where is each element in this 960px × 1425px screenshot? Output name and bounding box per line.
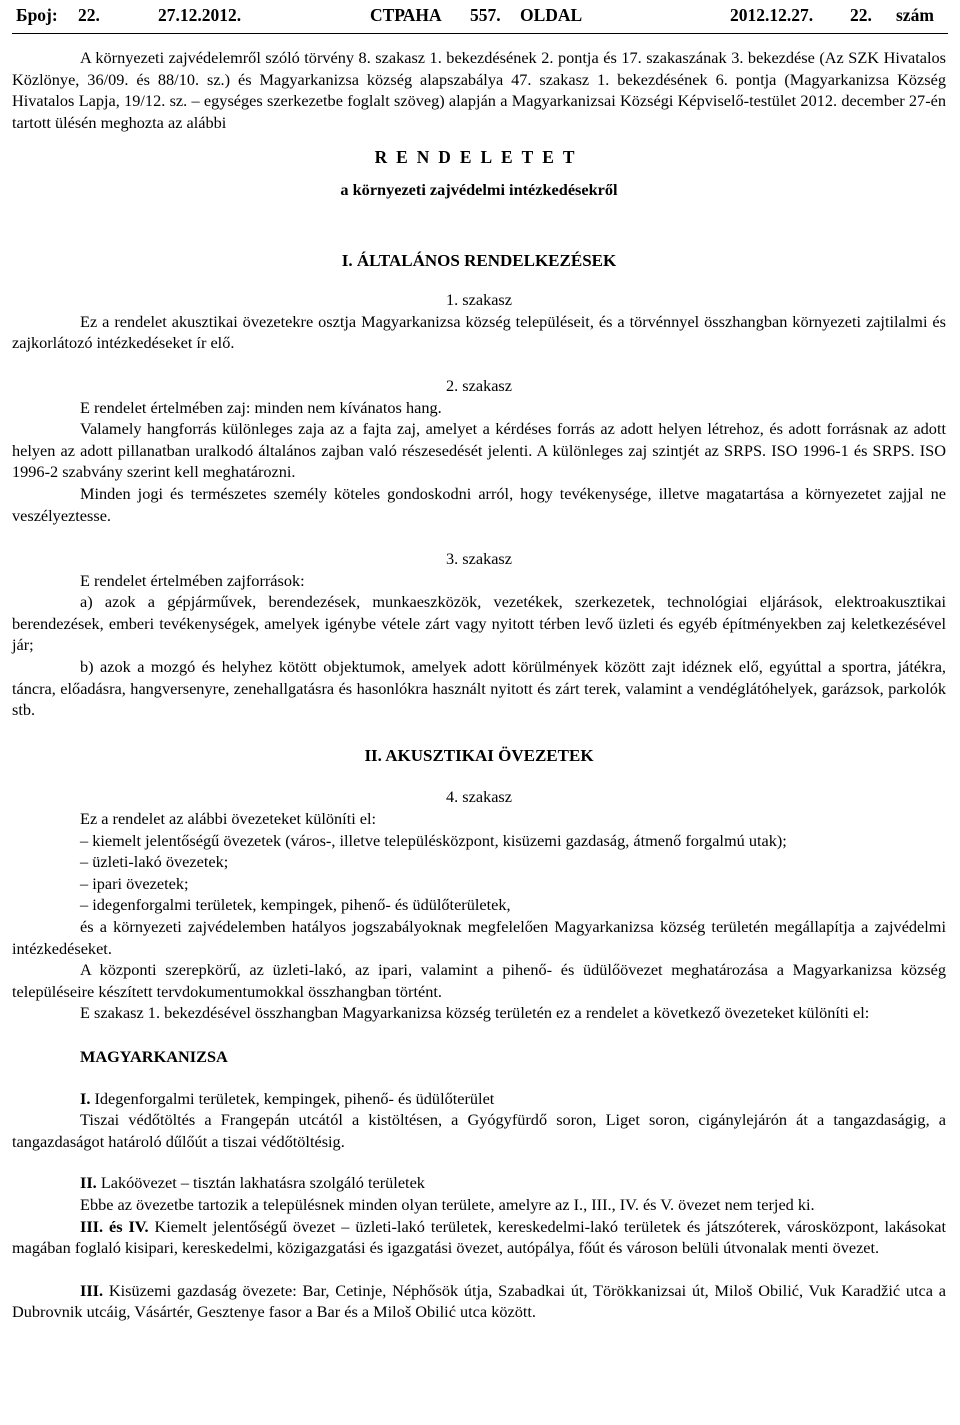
zone-1-title: Idegenforgalmi területek, kempingek, pihenő- és üdülőterület [90, 1088, 495, 1108]
town-heading: MAGYARKANIZSA [80, 1046, 228, 1066]
header-issue-no-hu: 22. [850, 5, 872, 25]
zone-1-heading [12, 1088, 946, 1110]
header-date-sr: 27.12.2012. [158, 5, 242, 25]
zone-3-4-text [12, 1216, 946, 1259]
zone-1-label: I. [80, 1088, 91, 1108]
header-divider [12, 33, 948, 34]
header-issue-label-sr: Број: [16, 5, 58, 25]
article-2-title: 2. szakasz [446, 375, 512, 395]
zone-1-text: Tiszai védőtöltés a Frangepán utcától a kistöltésen, a Gyógyfürdő soron, Liget soron, cigánylejárón át a tangazdaságig, a tangazdaságot határoló dűlőút a tiszai védőtöltésig. [12, 1110, 946, 1151]
zone-3-small-business-text [12, 1280, 946, 1323]
document-body [12, 47, 946, 1323]
zone-2-label: II. [80, 1173, 97, 1193]
article-4-paragraph: E szakasz 1. bekezdésével összhangban Magyarkanizsa község területén ez a rendelet a következő övezeteket különíti el: [80, 1003, 870, 1023]
zone-3-label: III. [80, 1280, 104, 1300]
header-issue-no-sr: 22. [78, 5, 100, 25]
section-1-title: I. ÁLTALÁNOS RENDELKEZÉSEK [341, 250, 617, 270]
zone-3-4-description: Kiemelt jelentőségű övezet – üzleti-lakó területek, kereskedelmi-lakó területek és játszóterek, városközpont, lakásokat magában foglaló kisipari, kereskedelmi, közigazgatási és igazgatási övezet, autópálya, főút és városon belüli útvonalak menti övezet. [12, 1216, 946, 1258]
article-3-paragraph: E rendelet értelmében zajforrások: [80, 570, 305, 590]
header-page-label-sr: СТРАНА [370, 5, 442, 25]
article-4-list-item: – üzleti-lakó övezetek; [80, 852, 229, 872]
page-header [12, 5, 948, 31]
header-page-number: 557. [470, 5, 501, 25]
article-2-paragraph: E rendelet értelmében zaj: minden nem kívánatos hang. [80, 397, 442, 417]
zone-2-title: Lakóövezet – tisztán lakhatásra szolgáló területek [96, 1173, 425, 1193]
preamble: A környezeti zajvédelemről szóló törvény 8. szakasz 1. bekezdésének 2. pontja és 17. szakaszának 3. bekezdése (Az SZK Hivatalos Közlönye, 36/09. és 88/10. sz.) és Magyarkanizsa község alapszabálya 47. szakasz 1. bekezdésének 6. pontja (Magyarkanizsa Község Hivatalos Lapja, 19/12. sz. – egységes szerkezetbe foglalt szöveg) alapján a Magyarkanizsai Községi Képviselő-testület 2012. december 27-én tartott ülésén meghozta az alábbi [12, 48, 946, 132]
article-1-text: Ez a rendelet akusztikai övezetekre osztja Magyarkanizsa község településeit, és a törvénnyel összhangban környezeti zajtilalmi és zajkorlátozó intézkedéseket ír elő. [12, 311, 946, 353]
article-1-title: 1. szakasz [446, 290, 512, 310]
article-4-list-item: – idegenforgalmi területek, kempingek, pihenő- és üdülőterületek, [80, 895, 511, 915]
article-4-intro: Ez a rendelet az alábbi övezeteket különíti el: [80, 809, 377, 829]
article-4-paragraph: A központi szerepkörű, az üzleti-lakó, az ipari, valamint a pihenő- és üdülőövezet meghatározása a Magyarkanizsa község településeire készített tervdokumentumokkal összhangban történt. [12, 960, 946, 1001]
article-3-title: 3. szakasz [446, 549, 512, 569]
article-4-list-item: – ipari övezetek; [80, 873, 189, 893]
article-3-point-b: b) azok a mozgó és helyhez kötött objektumok, amelyek adott körülmények között zajt idéznek elő, egyúttal a sportra, játékra, táncra, előadásra, hangversenyre, zenehallgatásra és hasonlókra használt nyitott és zárt terek, valamint a vendéglátóhelyek, garázsok, parkolók stb. [12, 657, 946, 720]
document-subtitle: a környezeti zajvédelmi intézkedésekről [340, 179, 618, 199]
header-issue-label-hu: szám [896, 5, 934, 25]
article-4-paragraph: és a környezeti zajvédelemben hatályos jogszabályoknak megfelelően Magyarkanizsa község területén megállapítja a zajvédelmi intézkedéseket. [12, 917, 946, 958]
article-4-title: 4. szakasz [446, 787, 512, 807]
article-2-paragraph: Valamely hangforrás különleges zaja az a fajta zaj, amelyet a kérdéses forrás az adott helyen létrehoz, és adott forrásnak az adott helyen az adott pillanatban uralkodó általános zajban való részesedését jelenti. A különleges zaj szintjét az SRPS. ISO 1996-1 és SRPS. ISO 1996-2 szabvány szerint kell meghatározni. [12, 419, 946, 482]
header-page-label-hu: OLDAL [520, 5, 583, 25]
zone-2-text: Ebbe az övezetbe tartozik a településnek minden olyan területe, amelyre az I., III., IV. és V. övezet nem terjed ki. [80, 1194, 815, 1214]
zone-3-4-label: III. és IV. [80, 1216, 149, 1236]
article-2-paragraph: Minden jogi és természetes személy köteles gondoskodni arról, hogy tevékenysége, illetve magatartása a környezetet zajjal ne veszélyeztesse. [12, 483, 946, 525]
zone-2-heading [12, 1172, 946, 1194]
section-2-title: II. AKUSZTIKAI ÖVEZETEK [364, 745, 594, 765]
zone-3-description: Kisüzemi gazdaság övezete: Bar, Cetinje, Néphősök útja, Szabadkai út, Törökkanizsai út, Miloš Obilić, Vuk Karadžić utca a Dubrovnik utcáig, Vásártér, Gesztenye fasor a Bar és a Miloš Obilić utca között. [12, 1280, 946, 1322]
article-3-point-a: a) azok a gépjárművek, berendezések, munkaeszközök, vezetékek, szerkezetek, technológiai eljárások, elektroakusztikai berendezések, emberi tevékenységek, amelyek igénybe vétele zárt vagy nyitott térben levő üzleti és egyéb építményekben zaj keletkezésével jár; [12, 592, 946, 655]
document-title: RENDELETET [374, 147, 584, 168]
header-date-hu: 2012.12.27. [730, 5, 814, 25]
article-4-list-item: – kiemelt jelentőségű övezetek (város-, illetve településközpont, kisüzemi gazdaság, átmenő forgalmú utak); [80, 830, 787, 850]
